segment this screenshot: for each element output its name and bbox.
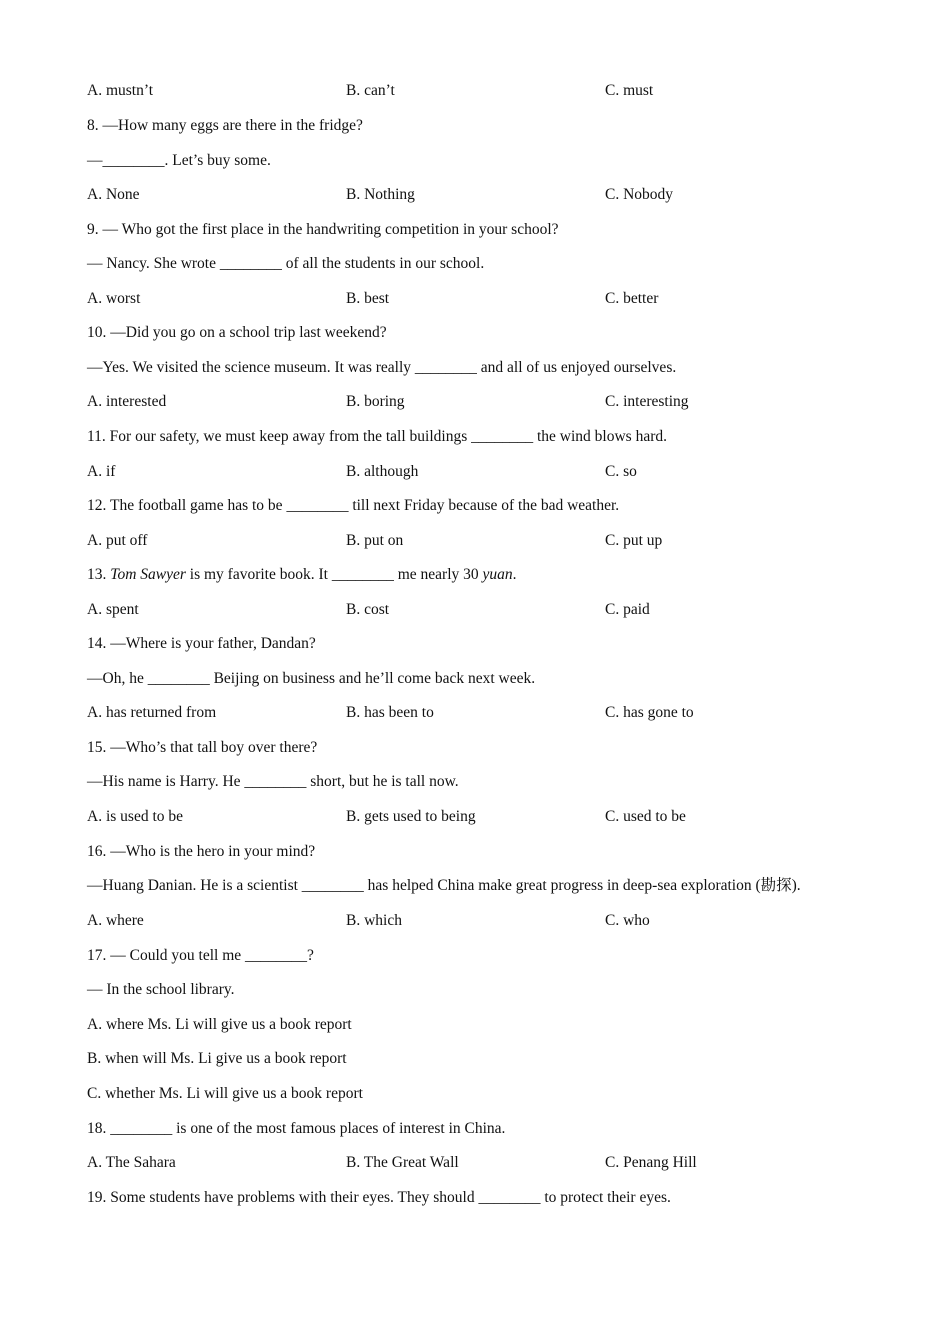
q8-option-b: B. Nothing [346,186,415,203]
q9-stem: 9. — Who got the first place in the handwriting competition in your school? [87,221,559,238]
q9-option-a: A. worst [87,290,141,307]
q16-option-a: A. where [87,912,144,929]
q13-option-c: C. paid [605,601,650,618]
q11-stem: 11. For our safety, we must keep away from the tall buildings ________ the wind blows hard. [87,428,668,445]
q10-option-b: B. boring [346,393,405,410]
q12-option-c: C. put up [605,532,663,549]
q16-stem: 16. —Who is the hero in your mind? [87,843,316,860]
q8-option-c: C. Nobody [605,186,674,203]
q17-option-a: A. where Ms. Li will give us a book report [87,1016,352,1033]
q13-book-title: Tom Sawyer [110,566,186,583]
q17-stem: 17. — Could you tell me ________? [87,947,314,964]
q18-option-c: C. Penang Hill [605,1154,697,1171]
q18-option-a: A. The Sahara [87,1154,176,1171]
q14-option-c: C. has gone to [605,704,694,721]
q17-option-c: C. whether Ms. Li will give us a book report [87,1085,363,1102]
q13-option-a: A. spent [87,601,139,618]
q11-option-c: C. so [605,463,637,480]
q9-option-c: C. better [605,290,659,307]
q18-stem: 18. ________ is one of the most famous places of interest in China. [87,1120,506,1137]
q15-stem: 15. —Who’s that tall boy over there? [87,739,318,756]
q13-currency-unit: yuan [482,566,513,583]
q15-reply: —His name is Harry. He ________ short, but he is tall now. [87,773,459,790]
q15-option-c: C. used to be [605,808,686,825]
q12-stem: 12. The football game has to be ________ till next Friday because of the bad weather. [87,497,620,514]
q13-option-b: B. cost [346,601,390,618]
q14-stem: 14. —Where is your father, Dandan? [87,635,316,652]
q11-option-a: A. if [87,463,116,480]
q7-option-c: C. must [605,82,654,99]
q10-option-c: C. interesting [605,393,689,410]
q13-stem-end: . [512,566,517,583]
q19-stem: 19. Some students have problems with their eyes. They should ________ to protect their eyes. [87,1189,671,1206]
q14-option-b: B. has been to [346,704,434,721]
q10-reply: —Yes. We visited the science museum. It was really ________ and all of us enjoyed ourselves. [87,359,677,376]
q9-option-b: B. best [346,290,390,307]
q13-stem-number: 13. [87,566,111,583]
q7-option-a: A. mustn’t [87,82,154,99]
q16-option-c: C. who [605,912,650,929]
q16-reply: —Huang Danian. He is a scientist ________ has helped China make great progress in deep-sea exploration (勘探). [87,877,801,894]
q17-option-b: B. when will Ms. Li give us a book report [87,1050,347,1067]
q8-reply: —________. Let’s buy some. [87,152,271,169]
q12-option-a: A. put off [87,532,148,549]
q10-option-a: A. interested [87,393,167,410]
q8-option-a: A. None [87,186,140,203]
q13-stem-middle: is my favorite book. It ________ me nearly 30 [185,566,483,583]
q15-option-b: B. gets used to being [346,808,476,825]
q8-stem: 8. —How many eggs are there in the fridge? [87,117,363,134]
q13-stem [87,565,517,585]
q16-option-b: B. which [346,912,402,929]
q14-reply: —Oh, he ________ Beijing on business and he’ll come back next week. [87,670,536,687]
q18-option-b: B. The Great Wall [346,1154,459,1171]
q17-reply: — In the school library. [87,981,235,998]
q14-option-a: A. has returned from [87,704,217,721]
q11-option-b: B. although [346,463,419,480]
q12-option-b: B. put on [346,532,404,549]
q15-option-a: A. is used to be [87,808,184,825]
q7-option-b: B. can’t [346,82,395,99]
q10-stem: 10. —Did you go on a school trip last weekend? [87,324,387,341]
q9-reply: — Nancy. She wrote ________ of all the students in our school. [87,255,485,272]
